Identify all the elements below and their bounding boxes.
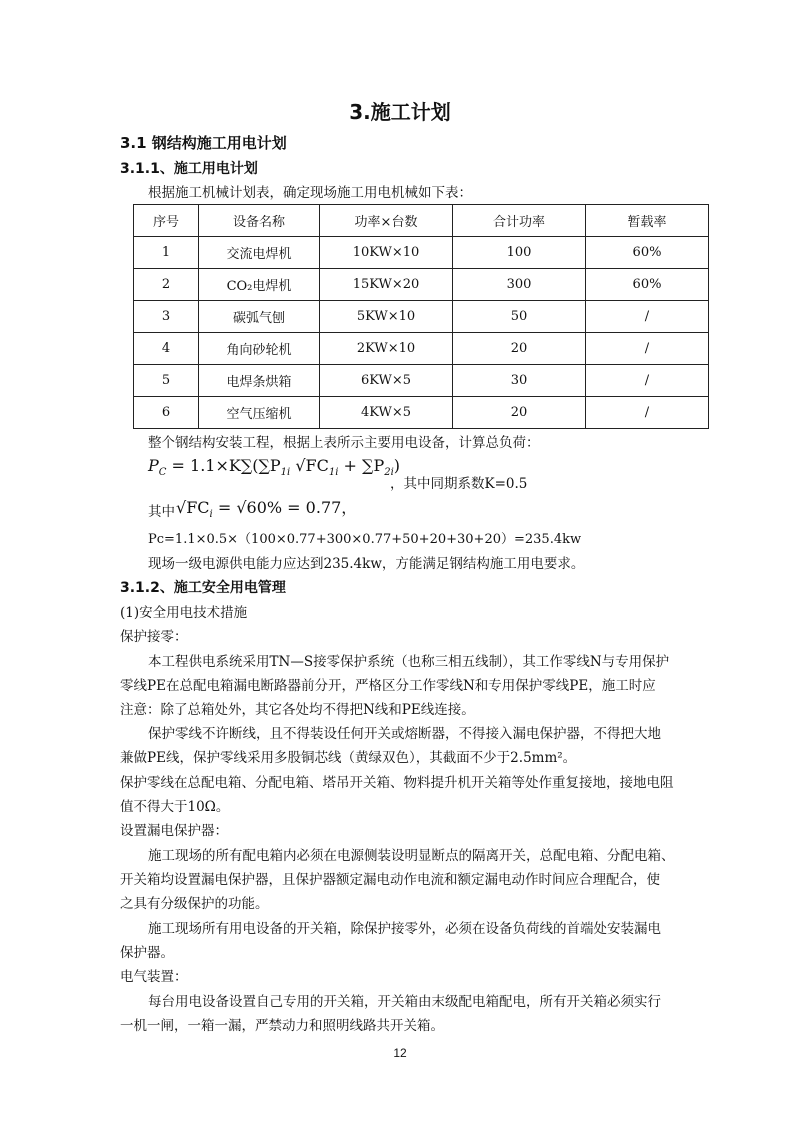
table-cell: CO₂电焊机 — [199, 269, 320, 301]
table-cell: 300 — [453, 269, 586, 301]
table-cell: 5KW×10 — [320, 301, 453, 333]
table-intro: 根据施工机械计划表，确定现场施工用电机械如下表： — [148, 185, 472, 201]
para-line: 保护零线不许断线，且不得装设任何开关或熔断器，不得接入漏电保护器，不得把大地 — [148, 726, 661, 742]
table-cell: 5 — [134, 365, 199, 397]
para-line: 保护零线在总配电箱、分配电箱、塔吊开关箱、物料提升机开关箱等处作重复接地，接地电阻 — [120, 775, 674, 791]
fc-sub: i — [209, 509, 213, 521]
para-line: 之具有分级保护的功能。 — [120, 896, 269, 912]
para-line: 本工程供电系统采用TN—S接零保护系统（也称三相五线制），其工作零线N与专用保护 — [148, 654, 670, 670]
table-cell: 100 — [453, 237, 586, 269]
table-cell: / — [586, 301, 709, 333]
table-row — [134, 397, 709, 429]
table-cell: 4 — [134, 333, 199, 365]
para-line: 兼做PE线，保护零线采用多股铜芯线（黄绿双色），其截面不少于2.5mm²。 — [120, 750, 577, 766]
calc-conclusion: 现场一级电源供电能力应达到235.4kw，方能满足钢结构施工用电要求。 — [148, 556, 585, 572]
formula-sqrt: √FC — [295, 456, 329, 475]
subsection-heading-2: 3.1.2、施工安全用电管理 — [120, 580, 286, 596]
section-heading: 3.1 钢结构施工用电计划 — [120, 134, 287, 152]
table-cell: 空气压缩机 — [199, 397, 320, 429]
para-line: 值不得大于10Ω。 — [120, 799, 230, 815]
header-cell: 合计功率 — [453, 205, 586, 237]
header-cell: 功率×台数 — [320, 205, 453, 237]
formula-lhs-sub: C — [158, 467, 167, 479]
calc-intro: 整个钢结构安装工程，根据上表所示主要用电设备，计算总负荷： — [148, 435, 540, 451]
page-number: 12 — [393, 1046, 407, 1060]
para-line: 开关箱均设置漏电保护器，且保护器额定漏电动作电流和额定漏电动作时间应合理配合，使 — [120, 872, 660, 888]
para-line: 一机一闸，一箱一漏，严禁动力和照明线路共开关箱。 — [120, 1018, 444, 1034]
table-cell: 10KW×10 — [320, 237, 453, 269]
label-protect: 保护接零： — [120, 629, 188, 645]
label-leak: 设置漏电保护器： — [120, 823, 228, 839]
formula2-prefix: 其中 — [148, 504, 175, 520]
table-row — [134, 301, 709, 333]
table-cell: 6KW×5 — [320, 365, 453, 397]
fc-suffix: ， — [341, 498, 358, 517]
table-cell: 电焊条烘箱 — [199, 365, 320, 397]
formula-tail: + ∑P — [343, 456, 385, 475]
para-line: 施工现场的所有配电箱内必须在电源侧装设明显断点的隔离开关，总配电箱、分配电箱、 — [148, 848, 675, 864]
equipment-table — [133, 204, 709, 429]
table-cell: 50 — [453, 301, 586, 333]
table-cell: 6 — [134, 397, 199, 429]
table-cell: 3 — [134, 301, 199, 333]
para-line: 零线PE在总配电箱漏电断路器前分开，严格区分工作零线N和专用保护零线PE，施工时应 — [120, 678, 656, 694]
table-cell: 1 — [134, 237, 199, 269]
header-cell: 序号 — [134, 205, 199, 237]
table-row — [134, 237, 709, 269]
table-cell: 20 — [453, 397, 586, 429]
para-line: 保护器。 — [120, 945, 174, 961]
fc-expr: √FC — [176, 498, 210, 517]
page-title: 3.施工计划 — [349, 100, 451, 124]
table-cell: 2KW×10 — [320, 333, 453, 365]
header-cell: 设备名称 — [199, 205, 320, 237]
formula-rhs: = 1.1×K∑(∑P — [171, 456, 281, 475]
formula-end: ) — [393, 456, 401, 475]
table-cell: 60% — [586, 269, 709, 301]
table-cell: 60% — [586, 237, 709, 269]
table-cell: 4KW×5 — [320, 397, 453, 429]
table-cell: 角向砂轮机 — [199, 333, 320, 365]
table-cell: / — [586, 397, 709, 429]
table-cell: 15KW×20 — [320, 269, 453, 301]
table-cell: 交流电焊机 — [199, 237, 320, 269]
table-header-row — [134, 205, 709, 237]
formula-lhs: P — [148, 456, 159, 475]
para-line: 每台用电设备设置自己专用的开关箱，开关箱由末级配电箱配电，所有开关箱必须实行 — [148, 994, 661, 1010]
fc-rhs: = √60% = 0.77 — [217, 498, 342, 517]
formula-note: ，其中同期系数K=0.5 — [390, 476, 528, 492]
header-cell: 暂载率 — [586, 205, 709, 237]
table-cell: 碳弧气刨 — [199, 301, 320, 333]
table-cell: 20 — [453, 333, 586, 365]
table-cell: 30 — [453, 365, 586, 397]
table-row — [134, 269, 709, 301]
table-cell: / — [586, 365, 709, 397]
subsection-heading-1: 3.1.1、施工用电计划 — [120, 161, 258, 177]
para-line: 施工现场所有用电设备的开关箱，除保护接零外，必须在设备负荷线的首端处安装漏电 — [148, 921, 661, 937]
table-row — [134, 333, 709, 365]
label-elec: 电气装置： — [120, 969, 188, 985]
item-1: (1)安全用电技术措施 — [120, 605, 248, 621]
calc-result: Pc=1.1×0.5×（100×0.77+300×0.77+50+20+30+20）=235.4kw — [148, 532, 582, 547]
load-formula: $P_C = 1.1\times K\sum(\sum P_{1i}$ $√FC_{1i} + \sum P_{2i}$) — [148, 456, 401, 479]
fc-formula — [176, 495, 357, 520]
table-cell: 2 — [134, 269, 199, 301]
table-cell: / — [586, 333, 709, 365]
table-row — [134, 365, 709, 397]
para-line: 注意：除了总箱处外，其它各处均不得把N线和PE线连接。 — [120, 702, 475, 718]
